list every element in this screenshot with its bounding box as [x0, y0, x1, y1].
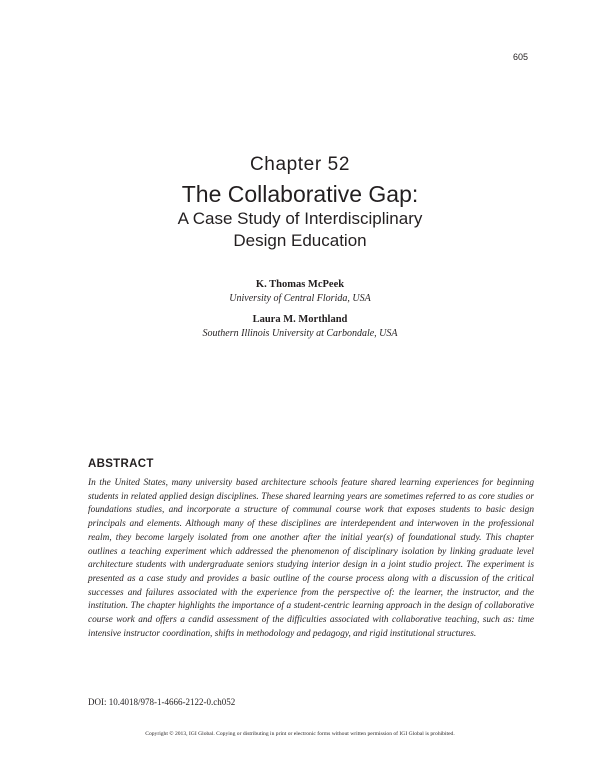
copyright-notice: Copyright © 2013, IGI Global. Copying or distributing in print or electronic forms without written permission of IGI Global is prohibited. [145, 731, 455, 737]
author-name: K. Thomas McPeek [255, 279, 345, 290]
chapter-label: Chapter 52 [249, 154, 350, 175]
page-number: 605 [512, 52, 528, 62]
author-affiliation: Southern Illinois University at Carbondale, USA [202, 328, 398, 339]
author-block-2 [0, 313, 600, 340]
author-affiliation: University of Central Florida, USA [229, 293, 371, 304]
author-block-1 [0, 278, 600, 305]
author-name: Laura M. Morthland [252, 314, 348, 325]
chapter-title: The Collaborative Gap: [181, 181, 419, 207]
abstract-heading: ABSTRACT [88, 458, 154, 470]
doi: DOI: 10.4018/978-1-4666-2122-0.ch052 [88, 697, 236, 707]
chapter-subtitle-line-2: Design Education [233, 231, 367, 250]
abstract-text: In the United States, many university based architecture schools feature shared learning experiences for beginning students in related applied design disciplines. These shared learning years are sometimes referred to as core studies or foundations studies, and incorporate a structure of communal course work that exposes students to basic design principals and elements. Although many of these disciplines are interdependent and interwoven in the professional realm, they become largely isolated from one another after the initial year(s) of foundational study. This chapter outlines a teaching experiment which addressed the phenomenon of disciplinary isolation by linking graduate level architecture students with undergraduate seniors studying interior design in a joint studio project. The experiment is presented as a case study and provides a basic outline of the course process along with a discussion of the critical successes and failures associated with the experience from the perspective of: the learner, the instructor, and the institution. The chapter highlights the importance of a student-centric learning approach in the design of collaborative course work and offers a candid assessment of the difficulties associated with collaborative teaching, such as: time intensive instructor coordination, shifts in methodology and pedagogy, and rigid institutional structures. [88, 478, 534, 639]
chapter-subtitle [0, 208, 600, 252]
chapter-subtitle-line-1: A Case Study of Interdisciplinary [177, 209, 423, 228]
